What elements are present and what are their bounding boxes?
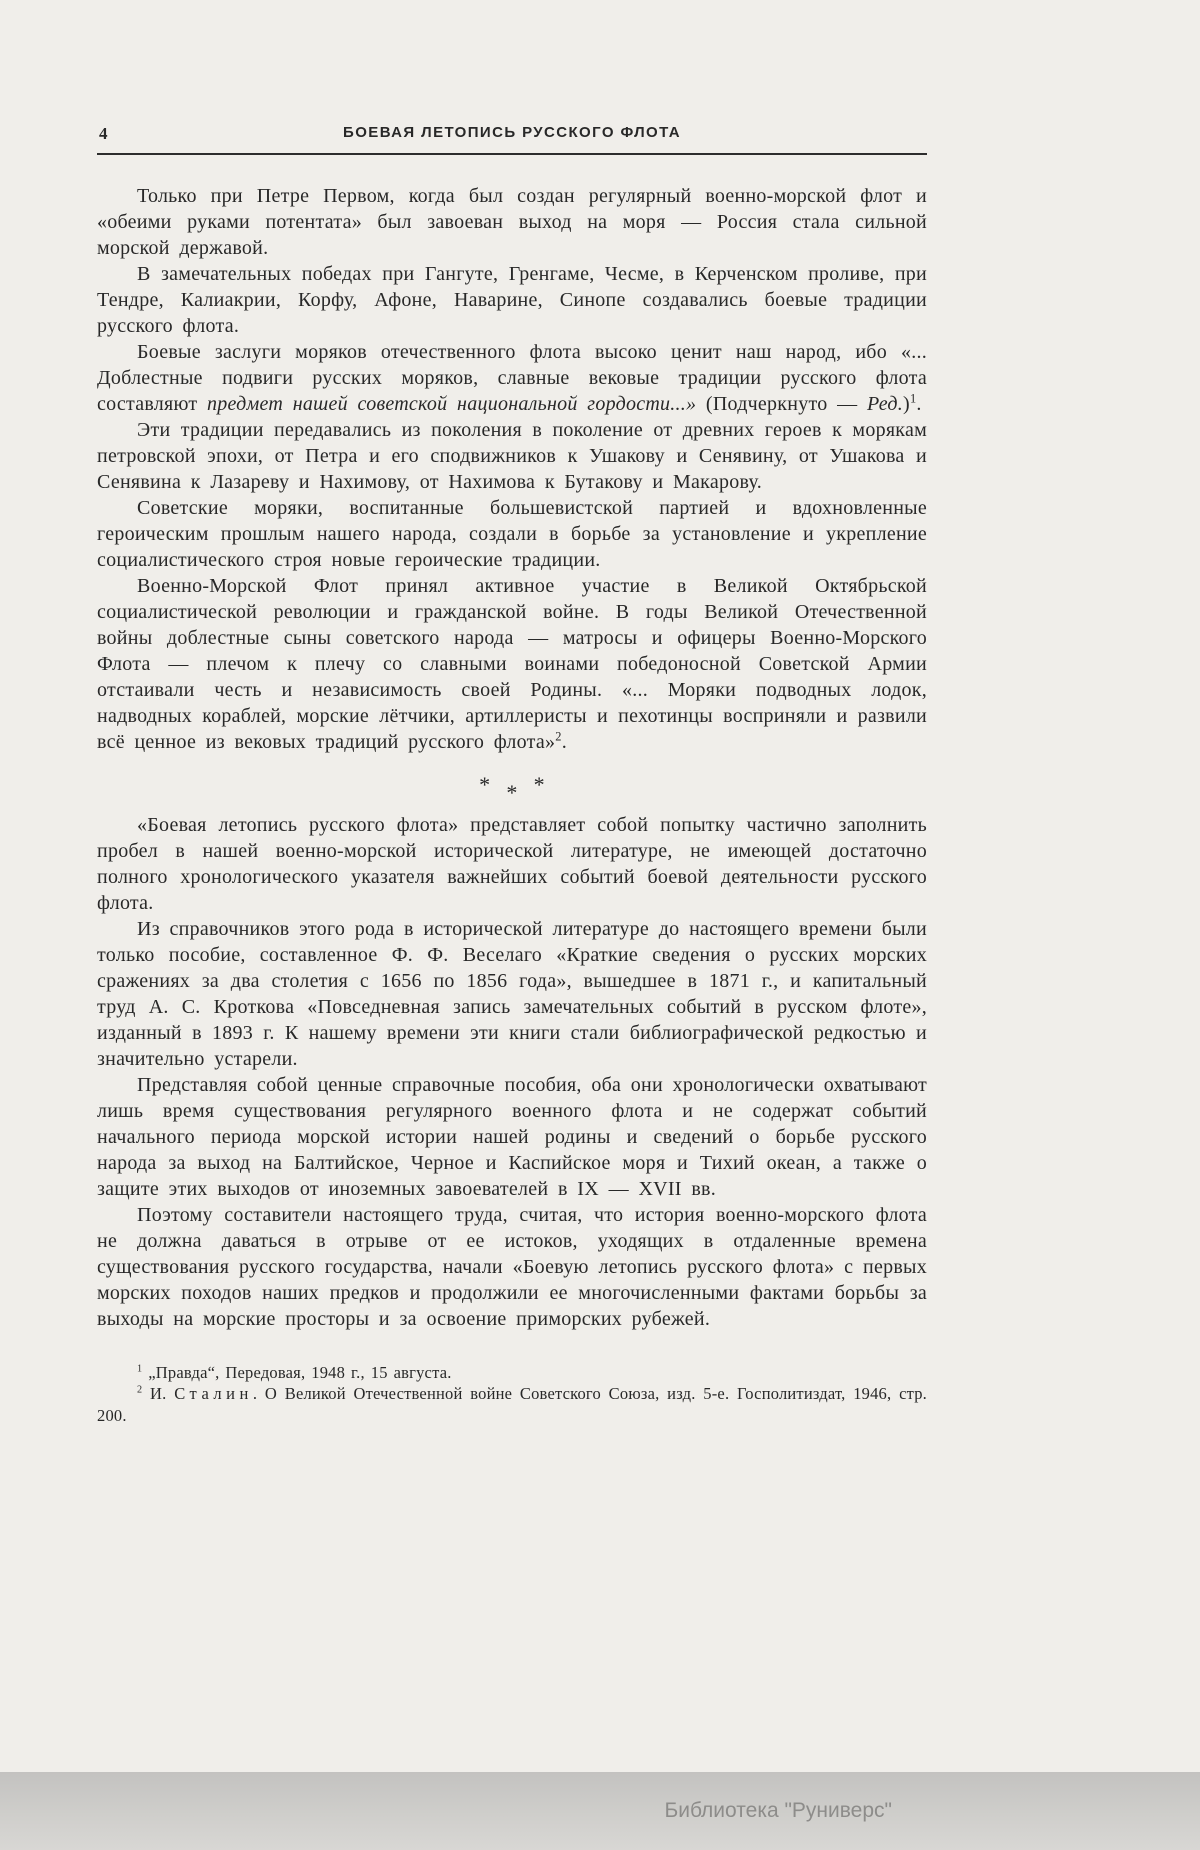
page-content — [97, 124, 927, 1427]
paragraph-1: Только при Петре Первом, когда был создан регулярный военно-морской флот и «обеими руками потентата» был завоеван выход на моря — Россия стала сильной морской державой. — [97, 185, 927, 259]
italic-run: Ред. — [867, 393, 904, 415]
asterisk: * — [533, 772, 545, 797]
running-head: БОЕВАЯ ЛЕТОПИСЬ РУССКОГО ФЛОТА — [343, 124, 681, 141]
footnote-2 — [97, 1383, 927, 1427]
text-run: . — [561, 731, 567, 753]
footnote-text: . О Великой Отечественной войне Советского Союза, изд. 5-е. Госполитиздат, 1946, стр. 200. — [97, 1384, 927, 1426]
header-rule — [97, 153, 927, 155]
text-run: (Подчеркнуто — — [696, 393, 868, 415]
paragraph-6 — [97, 573, 927, 755]
footnote-marker-2: 2 — [137, 1384, 143, 1396]
footnote-ref-2: 2 — [555, 729, 562, 744]
watermark-text: Библиотека "Руниверс" — [664, 1799, 892, 1822]
paragraph-5: Советские моряки, воспитанные большевистской партией и вдохновленные героическим прошлым нашего народа, создали в борьбе за установление и укрепление социалистического строя новые героические традиции. — [97, 497, 927, 571]
paragraph-7: «Боевая летопись русского флота» представляет собой попытку частично заполнить пробел в нашей военно-морской исторической литературе, не имеющей достаточно полного хронологического указателя важнейших событий боевой деятельности русского флота. — [97, 813, 927, 914]
text-run: Военно-Морской Флот принял активное участие в Великой Октябрьской социалистической революции и гражданской войне. В годы Великой Отечественной войны доблестные сыны советского народа — матросы и офицеры Военно-Морского Флота — плечом к плечу со славными воинами победоносной Советской Армии отстаивали честь и независимость своей Родины. «... Моряки подводных лодок, надводных кораблей, морские лётчики, артиллеристы и пехотинцы восприняли и развили всё ценное из вековых традиций русского флота» — [97, 575, 927, 753]
text-run: Боевые заслуги моряков отечественного флота высоко ценит наш народ, ибо «... Доблестные подвиги русских моряков, славные вековые традиции русского флота составляют — [97, 341, 927, 415]
footnote-1 — [97, 1362, 927, 1384]
footnote-ref-1: 1 — [909, 391, 917, 406]
watermark-bar — [0, 1772, 1200, 1850]
page-header — [97, 124, 927, 146]
text-run: . — [916, 393, 922, 415]
page-number: 4 — [99, 124, 108, 143]
footnote-author-spaced: Сталин — [174, 1384, 253, 1404]
asterisk: * — [479, 772, 491, 797]
paragraph-3 — [97, 339, 927, 417]
text-run: ) — [903, 393, 910, 415]
footnote-marker-1: 1 — [137, 1363, 143, 1375]
paragraph-9: Представляя собой ценные справочные пособия, оба они хронологически охватывают лишь время существования регулярного военного флота и не содержат событий начального периода морской истории нашей родины и сведений о борьбе русского народа за выход на Балтийское, Черное и Каспийское моря и Тихий океан, а также о защите этих выходов от иноземных завоевателей в IX — XVII вв. — [97, 1073, 927, 1200]
footnote-text: „Правда“, Передовая, 1948 г., 15 августа. — [142, 1362, 452, 1382]
footnotes — [97, 1362, 927, 1427]
asterisk: * — [506, 780, 518, 805]
section-separator — [97, 771, 927, 805]
paragraph-4: Эти традиции передавались из поколения в поколение от древних героев к морякам петровской эпохи, от Петра и его сподвижников к Ушакову и Сенявину, от Ушакова и Сенявина к Лазареву и Нахимову, от Нахимова к Бутакову и Макарову. — [97, 419, 927, 493]
body-text — [97, 183, 927, 1332]
paragraph-2: В замечательных победах при Гангуте, Гренгаме, Чесме, в Керченском проливе, при Тендре, Калиакрии, Корфу, Афоне, Наварине, Синопе создавались боевые традиции русского флота. — [97, 263, 927, 337]
paragraph-10: Поэтому составители настоящего труда, считая, что история военно-морского флота не должна даваться в отрыве от ее истоков, уходящих в отдаленные времена существования русского государства, начали «Боевую летопись русского флота» с первых морских походов наших предков и продолжили ее многочисленными фактами борьбы за выходы на морские просторы и за освоение приморских рубежей. — [97, 1203, 927, 1330]
footnote-text: И. — [142, 1384, 175, 1404]
paragraph-8: Из справочников этого рода в исторической литературе до настоящего времени были только пособие, составленное Ф. Ф. Веселаго «Краткие сведения о русских морских сражениях за два столетия с 1656 по 1856 года», вышедшее в 1871 г., и капитальный труд А. С. Кроткова «Повседневная запись замечательных событий в русском флоте», изданный в 1893 г. К нашему времени эти книги стали библиографической редкостью и значительно устарели. — [97, 917, 927, 1070]
italic-run: предмет нашей советской национальной гордости...» — [207, 393, 697, 415]
